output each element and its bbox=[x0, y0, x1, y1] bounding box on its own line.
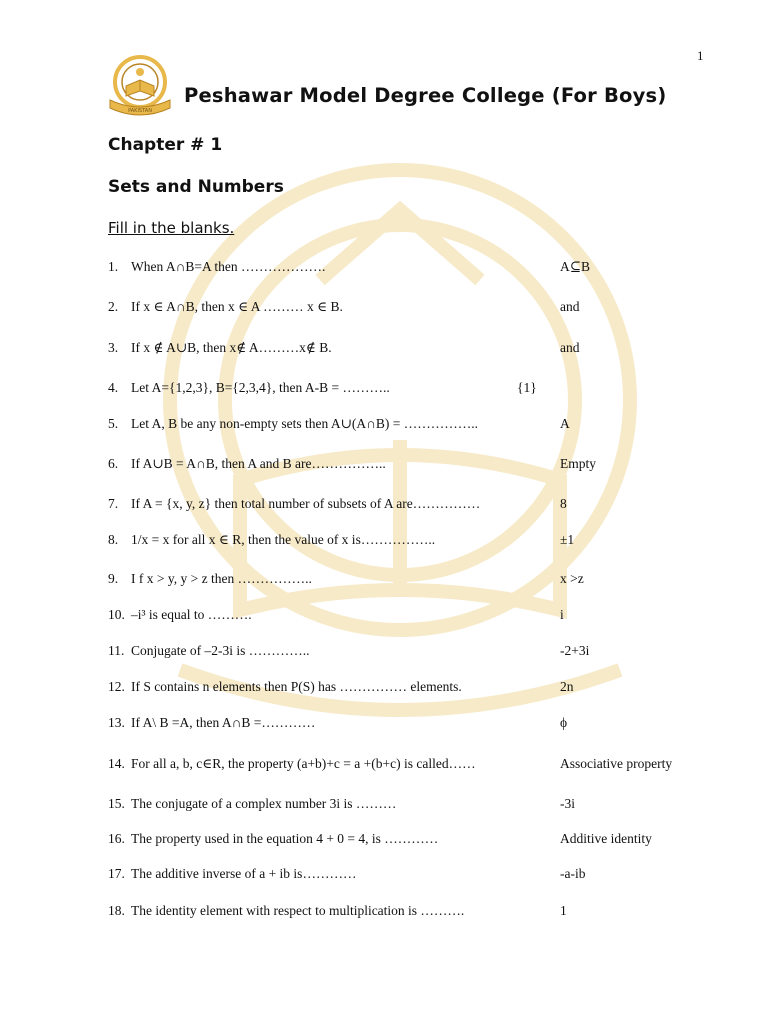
answer-text: i bbox=[560, 607, 564, 622]
question-row bbox=[0, 831, 768, 851]
question-text: Conjugate of –2-3i is ………….. bbox=[131, 643, 310, 658]
question-row bbox=[0, 643, 768, 663]
question-number: 5. bbox=[108, 416, 119, 431]
question-row bbox=[0, 679, 768, 699]
question-row bbox=[0, 796, 768, 816]
question-number: 18. bbox=[108, 903, 125, 918]
question-text: If S contains n elements then P(S) has …………… elements. bbox=[131, 679, 462, 694]
answer-text: x >z bbox=[560, 571, 584, 586]
question-row bbox=[0, 866, 768, 886]
question-number: 13. bbox=[108, 715, 125, 730]
chapter-title: Chapter # 1 bbox=[108, 135, 223, 155]
question-row bbox=[0, 456, 768, 476]
question-number: 6. bbox=[108, 456, 119, 471]
answer-text: ϕ bbox=[560, 715, 568, 730]
answer-text: and bbox=[560, 340, 580, 355]
question-text: 1/x = x for all x ∈ R, then the value of x is…………….. bbox=[131, 532, 436, 547]
question-text: Let A={1,2,3}, B={2,3,4}, then A-B = ……….. bbox=[131, 380, 390, 395]
answer-text: -3i bbox=[560, 796, 575, 811]
college-logo bbox=[106, 52, 174, 122]
question-text: Let A, B be any non-empty sets then A∪(A∩B) = …………….. bbox=[131, 416, 479, 431]
question-number: 12. bbox=[108, 679, 125, 694]
question-text: If A = {x, y, z} then total number of subsets of A are…………… bbox=[131, 496, 481, 511]
question-row bbox=[0, 607, 768, 627]
answer-text: 2n bbox=[560, 679, 574, 694]
question-text: I f x > y, y > z then …………….. bbox=[131, 571, 312, 586]
question-row bbox=[0, 340, 768, 360]
answer-text: and bbox=[560, 299, 580, 314]
question-row bbox=[0, 571, 768, 591]
question-number: 4. bbox=[108, 380, 119, 395]
question-number: 15. bbox=[108, 796, 125, 811]
question-row bbox=[0, 259, 768, 279]
answer-text: A bbox=[560, 416, 570, 431]
question-row bbox=[0, 496, 768, 516]
answer-text: A⊆B bbox=[560, 259, 591, 274]
answer-text: ±1 bbox=[560, 532, 575, 547]
answer-text: 1 bbox=[560, 903, 567, 918]
answer-text: {1} bbox=[517, 380, 537, 395]
question-text: The additive inverse of a + ib is………… bbox=[131, 866, 357, 881]
answer-text: Associative property bbox=[560, 756, 673, 771]
question-text: If A∪B = A∩B, then A and B are…………….. bbox=[131, 456, 386, 471]
question-number: 1. bbox=[108, 259, 119, 274]
page-number: 1 bbox=[697, 48, 704, 63]
question-text: The property used in the equation 4 + 0 = 4, is ………… bbox=[131, 831, 439, 846]
logo-text: PAKISTAN bbox=[128, 108, 152, 114]
question-text: The conjugate of a complex number 3i is ……… bbox=[131, 796, 397, 811]
question-text: The identity element with respect to multiplication is ………. bbox=[131, 903, 465, 918]
question-number: 14. bbox=[108, 756, 125, 771]
question-number: 7. bbox=[108, 496, 119, 511]
college-name: Peshawar Model Degree College (For Boys) bbox=[184, 84, 667, 107]
question-row bbox=[0, 756, 768, 776]
question-number: 2. bbox=[108, 299, 119, 314]
topic-title: Sets and Numbers bbox=[108, 177, 284, 197]
question-row bbox=[0, 299, 768, 319]
question-row bbox=[0, 903, 768, 923]
question-number: 3. bbox=[108, 340, 119, 355]
question-row bbox=[0, 416, 768, 436]
answer-text: Additive identity bbox=[560, 831, 652, 846]
question-number: 11. bbox=[108, 643, 125, 658]
question-text: If x ∈ A∩B, then x ∈ A ……… x ∈ B. bbox=[131, 299, 343, 314]
question-text: When A∩B=A then ………………. bbox=[131, 259, 326, 274]
question-text: If A\ B =A, then A∩B =………… bbox=[131, 715, 316, 730]
question-number: 8. bbox=[108, 532, 119, 547]
question-number: 16. bbox=[108, 831, 125, 846]
question-text: If x ∉ A∪B, then x∉ A………x∉ B. bbox=[131, 340, 332, 355]
answer-text: 8 bbox=[560, 496, 567, 511]
section-heading: Fill in the blanks. bbox=[108, 219, 235, 237]
question-row bbox=[0, 532, 768, 552]
question-text: For all a, b, c∈R, the property (a+b)+c = a +(b+c) is called…… bbox=[131, 756, 476, 771]
question-text: –i³ is equal to ………. bbox=[131, 607, 252, 622]
question-number: 17. bbox=[108, 866, 125, 881]
question-row bbox=[0, 380, 768, 400]
question-number: 9. bbox=[108, 571, 119, 586]
question-number: 10. bbox=[108, 607, 125, 622]
question-row bbox=[0, 715, 768, 735]
answer-text: -2+3i bbox=[560, 643, 590, 658]
answer-text: Empty bbox=[560, 456, 596, 471]
answer-text: -a-ib bbox=[560, 866, 586, 881]
